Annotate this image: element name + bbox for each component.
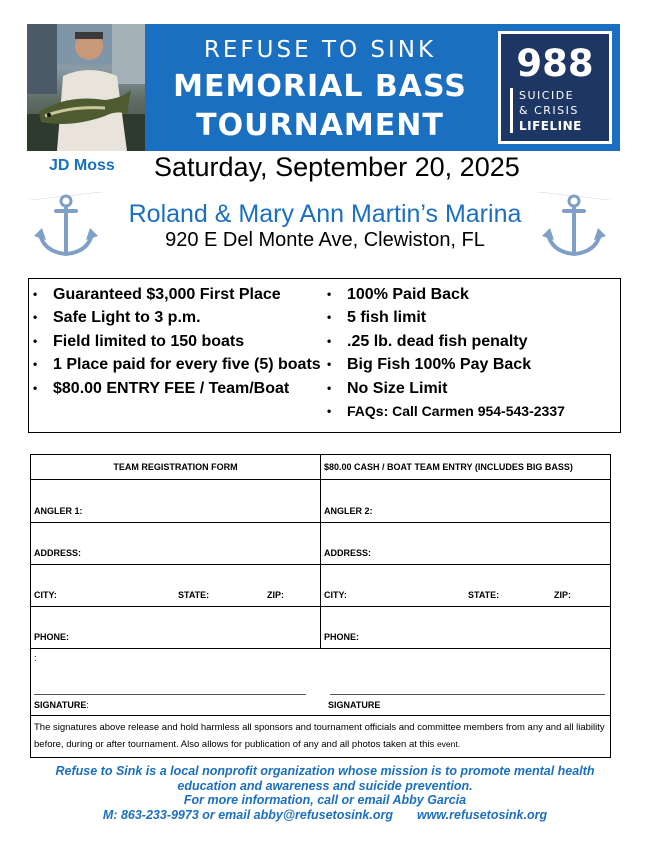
form-header-row: [31, 455, 610, 480]
venue-address: 920 E Del Monte Ave, Clewiston, FL: [165, 229, 485, 251]
features-right-list: [325, 283, 620, 423]
angler1-label: ANGLER 1:: [34, 506, 83, 516]
feature-item: • 5 fish limit: [325, 306, 620, 329]
website-link[interactable]: www.refusetosink.org: [416, 807, 548, 822]
footer-line-info: For more information, call or email Abby Garcia: [183, 793, 467, 807]
title-banner: [145, 24, 620, 151]
banner-line-tournament: TOURNAMENT: [196, 108, 444, 143]
form-title: TEAM REGISTRATION FORM: [31, 455, 321, 479]
city-label: CITY:: [324, 590, 347, 600]
features-left-list: [31, 283, 321, 400]
form-row-address: [31, 523, 610, 565]
banner-line-refuse-to-sink: REFUSE TO SINK: [203, 37, 437, 63]
venue-name: Roland & Mary Ann Martin’s Marina: [128, 200, 522, 228]
zip-label: ZIP:: [554, 590, 571, 600]
signature2-line[interactable]: [330, 694, 605, 695]
feature-item: • .25 lb. dead fish penalty: [325, 330, 620, 353]
feature-item: • 100% Paid Back: [325, 283, 620, 306]
feature-item: • 1 Place paid for every five (5) boats: [31, 353, 321, 376]
angler2-field[interactable]: [321, 480, 610, 522]
phone2-field[interactable]: [321, 607, 610, 648]
form-row-angler: [31, 480, 610, 523]
photo-caption: JD Moss: [49, 157, 115, 174]
logo-bar: [510, 88, 513, 133]
footer: [0, 764, 650, 822]
footer-line-contact: [0, 808, 650, 823]
angler1-field[interactable]: [31, 480, 321, 522]
phone-label: PHONE:: [324, 632, 360, 642]
form-row-phone: [31, 607, 610, 649]
feature-item: • Field limited to 150 boats: [31, 330, 321, 353]
feature-item: • No Size Limit: [325, 377, 620, 400]
phone-label: PHONE:: [34, 632, 70, 642]
feature-item: • Big Fish 100% Pay Back: [325, 353, 620, 376]
phone1-field[interactable]: [31, 607, 321, 648]
banner-line-memorial-bass: MEMORIAL BASS: [173, 69, 467, 104]
signature1-label: SIGNATURE:: [34, 700, 89, 710]
state-label: STATE:: [468, 590, 500, 600]
feature-item: • $80.00 ENTRY FEE / Team/Boat: [31, 377, 321, 400]
city2-field[interactable]: [321, 565, 610, 606]
registration-form: [30, 454, 611, 758]
feature-item: • Guaranteed $3,000 First Place: [31, 283, 321, 306]
footer-line-mission: Refuse to Sink is a local nonprofit organization whose mission is to promote mental health: [55, 764, 595, 778]
state-label: STATE:: [178, 590, 210, 600]
lifeline-988-logo: [498, 31, 612, 144]
colon-mark: :: [34, 653, 37, 663]
address2-field[interactable]: [321, 523, 610, 564]
form-row-city: [31, 565, 610, 607]
city-label: CITY:: [34, 590, 57, 600]
footer-line-education: education and awareness and suicide prevention.: [177, 778, 473, 793]
feature-item-faq: • FAQs: Call Carmen 954-543-2337: [325, 400, 620, 423]
event-date: Saturday, September 20, 2025: [154, 152, 520, 182]
address1-field[interactable]: [31, 523, 321, 564]
logo-line-suicide: SUICIDE: [519, 89, 575, 102]
address-label: ADDRESS:: [324, 548, 372, 558]
entry-note: $80.00 CASH / BOAT TEAM ENTRY (INCLUDES BIG BASS): [324, 462, 573, 472]
city1-field[interactable]: [31, 565, 321, 606]
address-label: ADDRESS:: [34, 548, 82, 558]
logo-number: 988: [516, 42, 594, 85]
signature1-line[interactable]: [34, 694, 306, 695]
features-box: [28, 278, 621, 433]
angler2-label: ANGLER 2:: [324, 506, 373, 516]
contact-text: M: 863-233-9973 or email abby@refusetosink.org: [102, 807, 393, 822]
zip-label: ZIP:: [267, 590, 284, 600]
logo-line-lifeline: LIFELINE: [519, 119, 582, 133]
logo-line-crisis: & CRISIS: [519, 104, 579, 117]
feature-item: • Safe Light to 3 p.m.: [31, 306, 321, 329]
release-text: The signatures above release and hold harmless all sponsors and tournament officials and committee members from any and all liability before, during or after tournament. Also allows for publication of any and all photos taken at this event.: [34, 722, 605, 750]
signature2-label: SIGNATURE: [328, 700, 381, 710]
angler-photo: [27, 24, 145, 151]
form-row-signature: [31, 649, 610, 716]
